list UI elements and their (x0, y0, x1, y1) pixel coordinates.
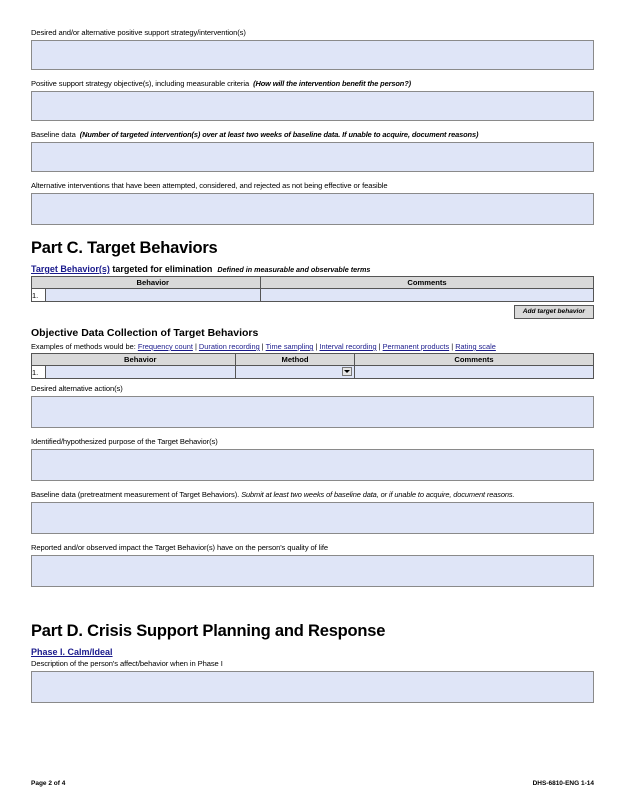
part-c-field-4-label: Reported and/or observed impact the Target Behavior(s) have on the person's quality of life (31, 543, 328, 552)
method-link-time-sampling[interactable]: Time sampling (265, 342, 314, 351)
part-c-field-2-input[interactable] (31, 449, 594, 481)
method-row-number: 1. (32, 366, 46, 379)
phase-i-link[interactable]: Phase I. Calm/Ideal (31, 647, 113, 657)
part-d-field-1 (31, 659, 594, 703)
chevron-down-icon[interactable] (342, 367, 352, 376)
add-target-behavior-button[interactable]: Add target behavior (514, 305, 594, 319)
phase-i-subheading (31, 647, 594, 657)
behavior-row-comments-input[interactable] (261, 289, 594, 302)
top-field-2-label: Positive support strategy objective(s), including measurable criteria (How will the intervention benefit the person?) (31, 79, 411, 88)
objective-data-section-title: Objective Data Collection of Target Behaviors (31, 327, 259, 339)
top-field-2-note: (How will the intervention benefit the person?) (253, 79, 411, 88)
method-link-duration-recording[interactable]: Duration recording (198, 342, 260, 351)
method-link-interval-recording[interactable]: Interval recording (319, 342, 377, 351)
table-row (32, 289, 594, 302)
part-c-field-1 (31, 384, 594, 428)
method-link-rating-scale[interactable]: Rating scale (455, 342, 496, 351)
part-c-field-1-label: Desired alternative action(s) (31, 384, 123, 393)
method-table-header-row (32, 354, 594, 366)
footer-page-number: Page 2 of 4 (31, 780, 66, 787)
methods-prefix: Examples of methods would be: (31, 342, 136, 351)
top-field-2 (31, 79, 594, 121)
top-field-1-label: Desired and/or alternative positive support strategy/intervention(s) (31, 28, 246, 37)
part-c-title: Part C. Target Behaviors (31, 239, 218, 257)
part-c-field-4-input[interactable] (31, 555, 594, 587)
part-c-field-3-label: Baseline data (pretreatment measurement of Target Behaviors). Submit at least two weeks of baseline data, or if unable to acquire, document reasons. (31, 490, 515, 499)
behavior-table-header-comments: Comments (261, 277, 594, 289)
target-behavior-subheading (31, 264, 594, 274)
top-field-3 (31, 130, 594, 172)
behavior-table-header-row (32, 277, 594, 289)
method-table-header-method: Method (236, 354, 355, 366)
part-c-field-1-input[interactable] (31, 396, 594, 428)
behavior-row-number: 1. (32, 289, 46, 302)
footer-form-id: DHS-6810-ENG 1-14 (532, 780, 594, 787)
method-table-header-behavior: Behavior (46, 354, 236, 366)
top-field-2-input[interactable] (31, 91, 594, 121)
target-behavior-link[interactable]: Target Behavior(s) (31, 264, 110, 274)
part-d-title: Part D. Crisis Support Planning and Response (31, 622, 386, 640)
method-table-corner (32, 354, 46, 366)
part-c-field-3-note: Submit at least two weeks of baseline data, or if unable to acquire, document reasons. (241, 490, 515, 499)
top-field-3-input[interactable] (31, 142, 594, 172)
behavior-row-behavior-input[interactable] (46, 289, 261, 302)
part-d-field-1-label: Description of the person's affect/behavior when in Phase I (31, 659, 223, 668)
methods-line: Examples of methods would be: Frequency count | Duration recording | Time sampling | Interval recording | Permanent products | Rating scale (31, 342, 496, 351)
part-c-field-2-label: Identified/hypothesized purpose of the Target Behavior(s) (31, 437, 218, 446)
top-field-4-input[interactable] (31, 193, 594, 225)
behavior-table-corner (32, 277, 46, 289)
top-field-1-input[interactable] (31, 40, 594, 70)
add-target-behavior-row (31, 305, 594, 319)
part-c-field-3 (31, 490, 594, 534)
part-c-field-2 (31, 437, 594, 481)
behavior-table (31, 276, 594, 302)
part-c-field-4 (31, 543, 594, 587)
target-behavior-rest: targeted for elimination (109, 264, 213, 274)
method-row-comments-input[interactable] (355, 366, 594, 379)
top-field-1 (31, 28, 594, 70)
target-behavior-note: Defined in measurable and observable terms (217, 265, 371, 274)
method-table-header-comments: Comments (355, 354, 594, 366)
top-field-3-label: Baseline data (Number of targeted intervention(s) over at least two weeks of baseline data. If unable to acquire, document reasons) (31, 130, 479, 139)
top-field-4-label: Alternative interventions that have been attempted, considered, and rejected as not being effective or feasible (31, 181, 388, 190)
method-table (31, 353, 594, 379)
method-link-permanent-products[interactable]: Permanent products (382, 342, 450, 351)
top-field-3-note: (Number of targeted intervention(s) over at least two weeks of baseline data. If unable to acquire, document reasons) (79, 130, 479, 139)
table-row (32, 366, 594, 379)
page-footer (31, 780, 594, 787)
behavior-table-header-behavior: Behavior (46, 277, 261, 289)
top-field-4 (31, 181, 594, 225)
part-d-field-1-input[interactable] (31, 671, 594, 703)
method-link-frequency-count[interactable]: Frequency count (137, 342, 193, 351)
part-c-field-3-input[interactable] (31, 502, 594, 534)
method-row-behavior-input[interactable] (46, 366, 236, 379)
method-row-method-select[interactable] (236, 366, 355, 379)
